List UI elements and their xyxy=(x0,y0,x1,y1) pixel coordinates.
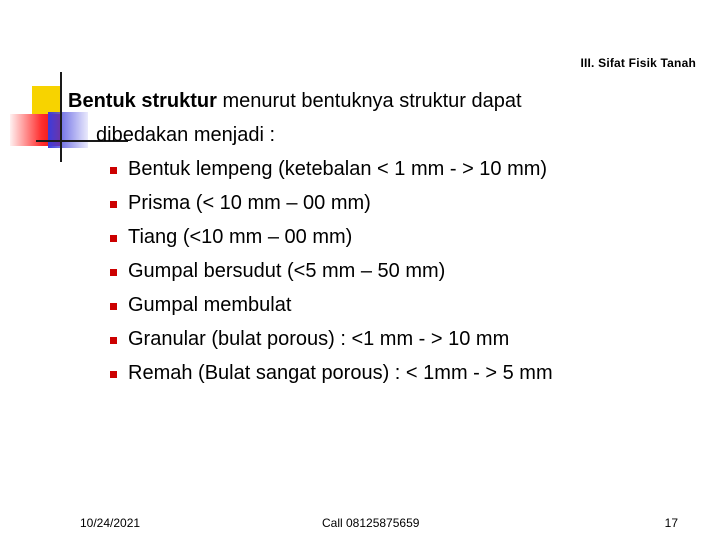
bullet-square-icon xyxy=(110,303,117,310)
intro-paragraph xyxy=(68,84,708,118)
decor-yellow-square xyxy=(32,86,62,114)
footer-contact: Call 08125875659 xyxy=(322,516,420,530)
bullet-square-icon xyxy=(110,371,117,378)
list-item xyxy=(68,152,708,186)
list-item xyxy=(68,322,708,356)
list-item-text: Bentuk lempeng (ketebalan < 1 mm - > 10 mm) xyxy=(128,158,548,180)
bullet-square-icon xyxy=(110,235,117,242)
slide-content xyxy=(68,84,708,390)
list-item-text: Tiang (<10 mm – 00 mm) xyxy=(128,226,353,248)
intro-line-2: dibedakan menjadi : xyxy=(96,124,276,146)
list-item-text: Prisma (< 10 mm – 00 mm) xyxy=(128,192,371,214)
bullet-square-icon xyxy=(110,269,117,276)
footer-date: 10/24/2021 xyxy=(80,516,141,530)
structure-list xyxy=(68,152,708,390)
list-item xyxy=(68,288,708,322)
list-item xyxy=(68,186,708,220)
list-item-text: Granular (bulat porous) : <1 mm - > 10 mm xyxy=(128,328,510,350)
list-item xyxy=(68,220,708,254)
intro-bold-text: Bentuk struktur xyxy=(68,90,217,112)
bullet-square-icon xyxy=(110,167,117,174)
slide-header-title: III. Sifat Fisik Tanah xyxy=(580,56,696,70)
list-item-text: Remah (Bulat sangat porous) : < 1mm - > 5 mm xyxy=(128,362,553,384)
bullet-square-icon xyxy=(110,201,117,208)
list-item-text: Gumpal bersudut (<5 mm – 50 mm) xyxy=(128,260,446,282)
list-item-text: Gumpal membulat xyxy=(128,294,292,316)
list-item xyxy=(68,356,708,390)
bullet-square-icon xyxy=(110,337,117,344)
list-item xyxy=(68,254,708,288)
footer-page-number: 17 xyxy=(664,516,678,530)
intro-text: menurut bentuknya struktur dapat xyxy=(216,90,522,112)
decor-vertical-line xyxy=(60,72,62,162)
